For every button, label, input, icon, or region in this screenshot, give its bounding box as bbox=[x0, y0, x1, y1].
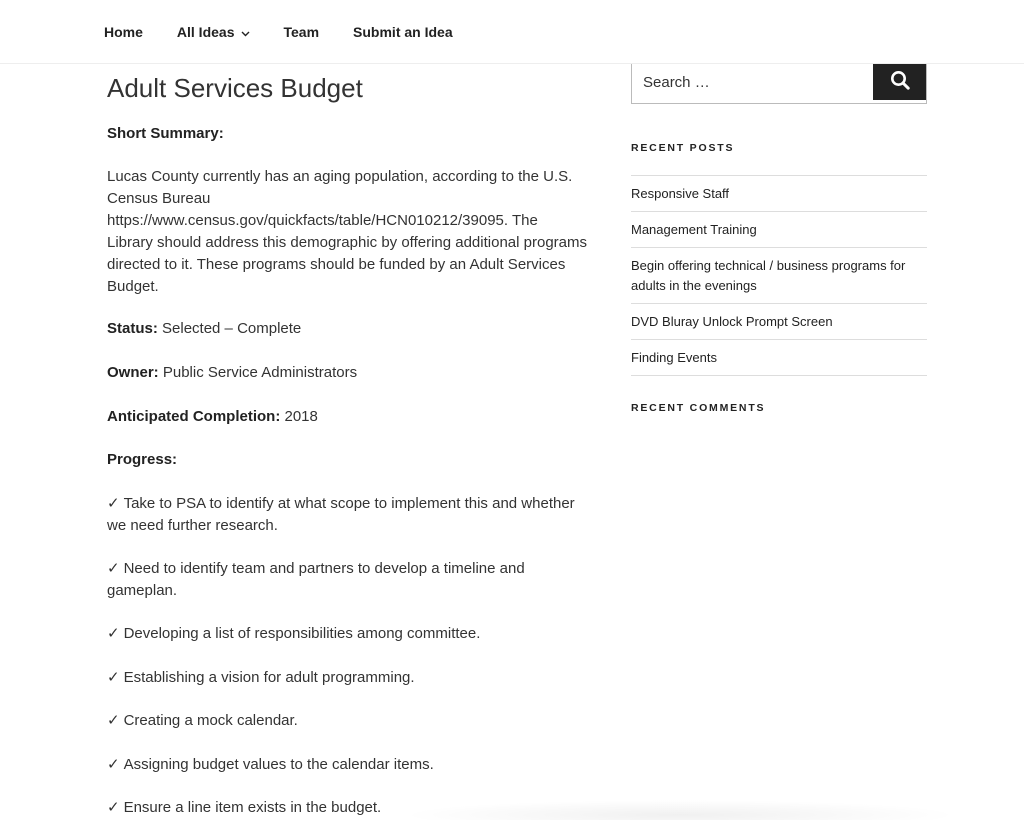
nav-item-team[interactable] bbox=[284, 24, 320, 40]
progress-item-text: Creating a mock calendar. bbox=[123, 712, 298, 729]
recent-post-link[interactable]: Responsive Staff bbox=[631, 176, 927, 212]
progress-item-text: Developing a list of responsibilities among committee. bbox=[123, 625, 481, 642]
search-form bbox=[631, 62, 927, 104]
progress-item bbox=[107, 797, 587, 819]
checkmark-icon: ✓ bbox=[107, 495, 120, 512]
completion-label: Anticipated Completion: bbox=[107, 408, 281, 425]
search-input[interactable] bbox=[632, 62, 874, 102]
owner-line bbox=[107, 362, 357, 384]
nav-item-label: All Ideas bbox=[176, 24, 235, 40]
short-summary-label: Short Summary: bbox=[107, 125, 224, 142]
progress-item bbox=[107, 667, 587, 689]
progress-item-text: Need to identify team and partners to develop a timeline and gameplan. bbox=[107, 560, 525, 599]
checkmark-icon: ✓ bbox=[107, 756, 120, 773]
checkmark-icon: ✓ bbox=[107, 799, 120, 816]
recent-post-link[interactable]: Management Training bbox=[631, 212, 927, 248]
recent-posts-title: RECENT POSTS bbox=[631, 142, 735, 154]
checkmark-icon: ✓ bbox=[107, 669, 120, 686]
recent-post-link[interactable]: DVD Bluray Unlock Prompt Screen bbox=[631, 304, 927, 340]
nav-item-label: Home bbox=[104, 24, 143, 40]
summary-text: Lucas County currently has an aging population, according to the U.S. Census Bureau https://www.census.gov/quickfacts/table/HCN010212/39095. The Library should address this demographic by offering additional programs directed to it. These programs should be funded by an Adult Services Budget. bbox=[107, 168, 587, 295]
owner-value: Public Service Administrators bbox=[162, 364, 358, 381]
progress-heading bbox=[107, 449, 177, 471]
short-summary-heading bbox=[107, 123, 224, 145]
page-title: Adult Services Budget bbox=[107, 73, 363, 103]
progress-item bbox=[107, 558, 547, 602]
completion-line bbox=[107, 406, 318, 428]
progress-item bbox=[107, 754, 587, 776]
nav-item-label: Team bbox=[283, 24, 320, 40]
nav-item-all-ideas[interactable] bbox=[177, 24, 250, 40]
progress-item bbox=[107, 710, 587, 732]
completion-value: 2018 bbox=[284, 408, 318, 425]
search-icon bbox=[890, 70, 910, 93]
progress-item-text: Ensure a line item exists in the budget. bbox=[123, 799, 382, 816]
progress-item bbox=[107, 493, 587, 537]
checkmark-icon: ✓ bbox=[107, 625, 120, 642]
checkmark-icon: ✓ bbox=[107, 712, 120, 729]
status-line bbox=[107, 318, 301, 340]
owner-label: Owner: bbox=[107, 364, 159, 381]
progress-item-text: Take to PSA to identify at what scope to implement this and whether we need further research. bbox=[107, 495, 575, 534]
progress-item bbox=[107, 623, 587, 645]
nav-item-submit-idea[interactable] bbox=[353, 24, 453, 40]
nav-item-label: Submit an Idea bbox=[353, 24, 453, 40]
chevron-down-icon bbox=[241, 24, 250, 40]
checkmark-icon: ✓ bbox=[107, 560, 120, 577]
recent-post-link[interactable]: Begin offering technical / business programs for adults in the evenings bbox=[631, 248, 927, 304]
recent-posts-list bbox=[631, 175, 927, 376]
status-value: Selected – Complete bbox=[162, 320, 302, 337]
progress-item-text: Assigning budget values to the calendar items. bbox=[123, 756, 434, 773]
nav-menu bbox=[0, 0, 1024, 64]
recent-comments-title: RECENT COMMENTS bbox=[631, 402, 766, 414]
recent-post-link[interactable]: Finding Events bbox=[631, 340, 927, 376]
top-navigation bbox=[0, 0, 1024, 64]
search-button[interactable] bbox=[873, 62, 926, 100]
progress-item-text: Establishing a vision for adult programming. bbox=[123, 669, 415, 686]
progress-label: Progress: bbox=[107, 451, 178, 468]
nav-item-home[interactable] bbox=[104, 24, 143, 40]
status-label: Status: bbox=[107, 320, 158, 337]
